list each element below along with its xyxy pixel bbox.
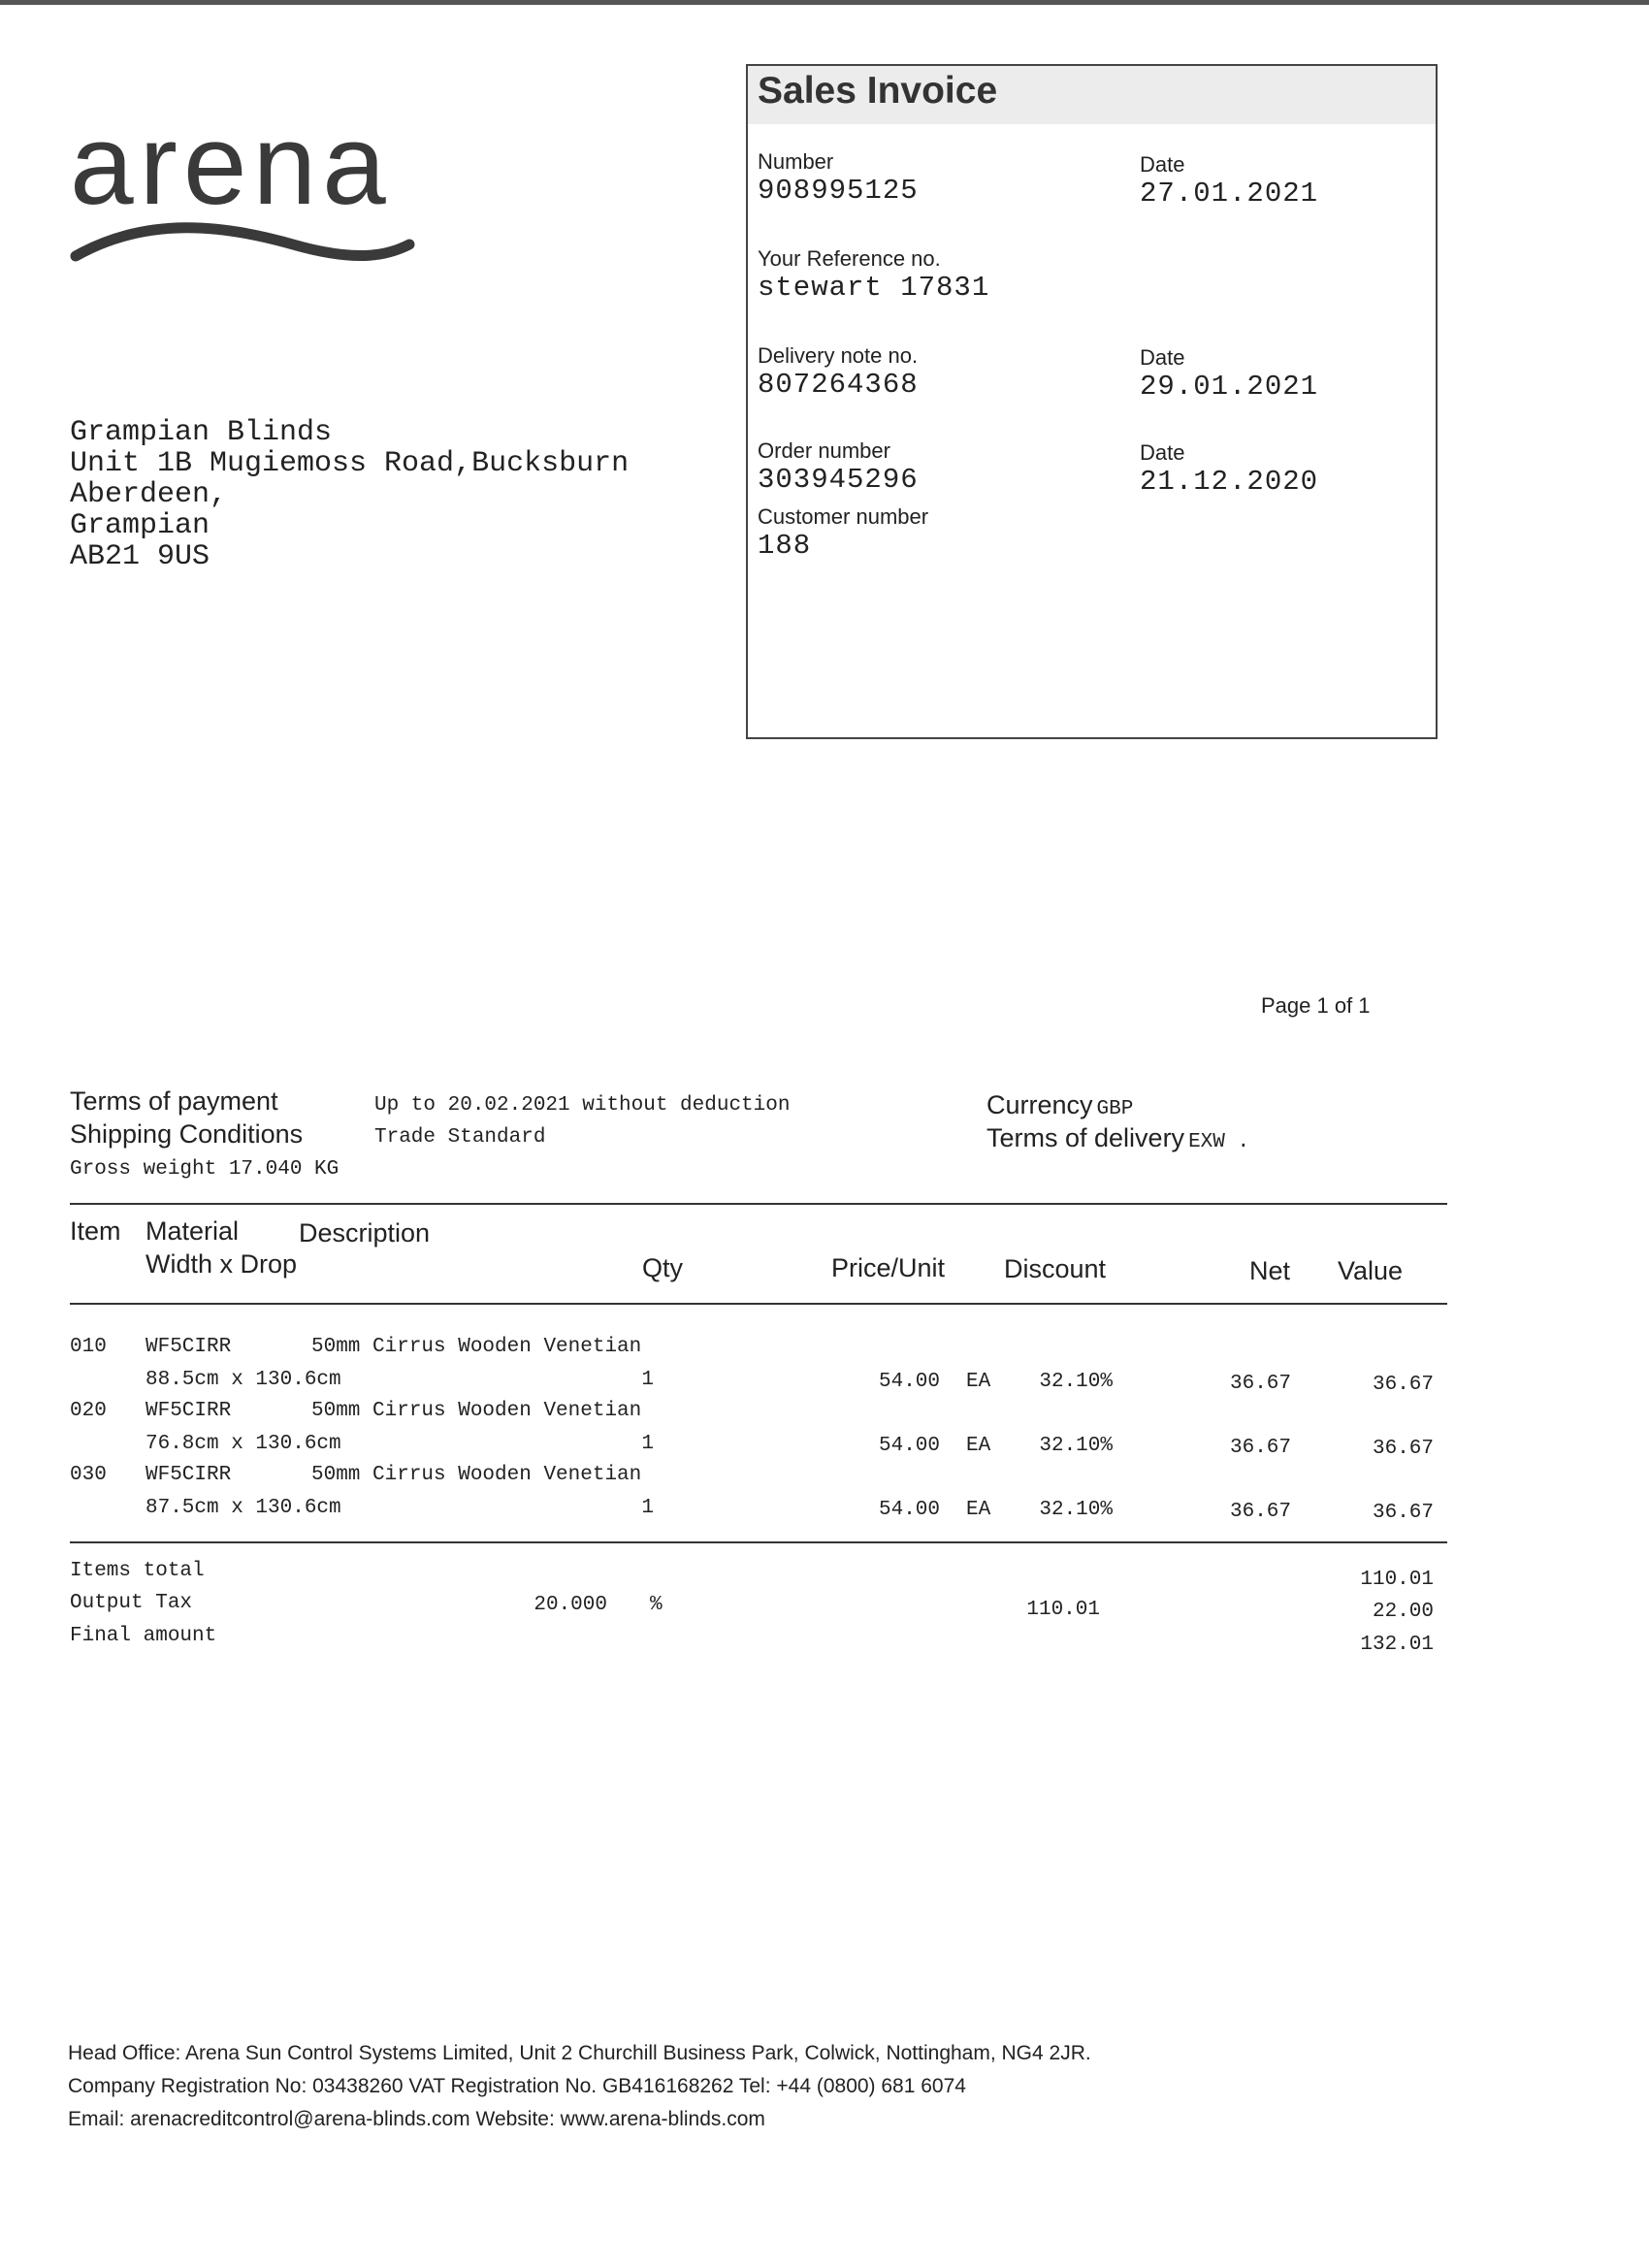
invoice-title: Sales Invoice [758,70,998,112]
final-amount-label: Final amount [70,1625,217,1647]
terms-of-delivery-label: Terms of delivery [986,1123,1185,1152]
row-value: 36.67 [1372,1502,1434,1524]
invoice-date: 27.01.2021 [1140,178,1319,210]
row-unit: EA [966,1435,991,1457]
footer-head-office: Head Office: Arena Sun Control Systems Limited, Unit 2 Churchill Business Park, Colwick, Nottingham, NG4 2JR. [68,2042,1091,2064]
delivery-note-value: 807264368 [758,369,919,401]
terms-of-delivery-value: EXW . [1188,1131,1250,1153]
row-material: WF5CIRR [146,1336,232,1358]
order-number: 303945296 [758,464,919,496]
delivery-note-label: Delivery note no. [758,343,919,368]
currency-label: Currency [986,1090,1093,1119]
customer-address [70,417,629,572]
row-net: 36.67 [1229,1437,1291,1459]
row-qty: 1 [641,1433,654,1455]
logo [70,101,419,272]
logo-text: arena [70,101,392,229]
row-unit: EA [966,1371,991,1393]
scan-edge [0,0,1649,5]
row-discount: 32.10% [1039,1499,1113,1521]
row-price: 54.00 [878,1371,940,1393]
row-net: 36.67 [1229,1373,1291,1395]
col-price: Price/Unit [831,1253,946,1282]
delivery-date: 29.01.2021 [1140,371,1319,403]
col-description: Description [299,1218,431,1247]
col-net: Net [1249,1256,1291,1285]
page-indicator: Page 1 of 1 [1261,993,1371,1018]
shipping-conditions-label: Shipping Conditions [70,1119,304,1149]
col-width-drop: Width x Drop [146,1249,298,1279]
row-description: 50mm Cirrus Wooden Venetian [311,1336,642,1358]
row-item: 020 [70,1400,107,1422]
row-qty: 1 [641,1497,654,1519]
output-tax-label: Output Tax [70,1592,193,1614]
reference-value: stewart 17831 [758,272,990,304]
row-material: WF5CIRR [146,1400,232,1422]
currency-value: GBP [1096,1098,1134,1120]
terms-of-payment-value: Up to 20.02.2021 without deduction [374,1094,791,1117]
address-line: Grampian [70,509,210,542]
shipping-conditions-value: Trade Standard [374,1126,546,1149]
terms-of-delivery [986,1123,1249,1153]
col-material: Material [146,1216,240,1246]
row-qty: 1 [641,1369,654,1391]
col-item: Item [70,1216,121,1246]
items-total-label: Items total [70,1560,205,1582]
col-discount: Discount [1004,1254,1107,1283]
currency [986,1090,1133,1120]
row-discount: 32.10% [1039,1371,1113,1393]
row-item: 030 [70,1464,107,1486]
date-label: Date [1140,152,1185,177]
row-size: 87.5cm x 130.6cm [146,1497,341,1519]
row-price: 54.00 [878,1499,940,1521]
row-size: 88.5cm x 130.6cm [146,1369,341,1391]
row-price: 54.00 [878,1435,940,1457]
footer-contact: Email: arenacreditcontrol@arena-blinds.com Website: www.arena-blinds.com [68,2108,765,2130]
order-number-label: Order number [758,438,890,463]
row-discount: 32.10% [1039,1435,1113,1457]
invoice-info-box [746,64,1438,739]
address-line: AB21 9US [70,540,210,573]
row-material: WF5CIRR [146,1464,232,1486]
col-value: Value [1338,1256,1404,1285]
tax-percent: % [650,1594,663,1616]
row-net: 36.67 [1229,1501,1291,1523]
footer-registration: Company Registration No: 03438260 VAT Registration No. GB416168262 Tel: +44 (0800) 681 6074 [68,2075,966,2097]
gross-weight: Gross weight 17.040 KG [70,1158,340,1181]
customer-number: 188 [758,530,812,562]
col-qty: Qty [642,1253,684,1282]
delivery-date-label: Date [1140,345,1185,370]
address-line: Aberdeen, [70,478,228,511]
row-unit: EA [966,1499,991,1521]
items-total-value: 110.01 [1360,1569,1434,1591]
terms-of-payment-label: Terms of payment [70,1086,278,1116]
output-tax-value: 22.00 [1372,1601,1434,1623]
divider [70,1303,1447,1305]
invoice-number: 908995125 [758,175,919,207]
row-description: 50mm Cirrus Wooden Venetian [311,1464,642,1486]
order-date: 21.12.2020 [1140,466,1319,498]
row-value: 36.67 [1372,1438,1434,1460]
order-date-label: Date [1140,440,1185,465]
address-line: Grampian Blinds [70,416,333,449]
divider [70,1541,1447,1543]
footer [68,2037,1091,2136]
tax-rate: 20.000 [534,1594,607,1616]
customer-number-label: Customer number [758,504,929,529]
row-value: 36.67 [1372,1374,1434,1396]
tax-base: 110.01 [1026,1599,1100,1621]
number-label: Number [758,149,834,174]
row-description: 50mm Cirrus Wooden Venetian [311,1400,642,1422]
divider [70,1203,1447,1205]
address-line: Unit 1B Mugiemoss Road,Bucksburn [70,447,630,480]
row-item: 010 [70,1336,107,1358]
logo-wave-icon [70,215,419,274]
reference-label: Your Reference no. [758,246,941,271]
final-amount-value: 132.01 [1360,1634,1434,1656]
row-size: 76.8cm x 130.6cm [146,1433,341,1455]
